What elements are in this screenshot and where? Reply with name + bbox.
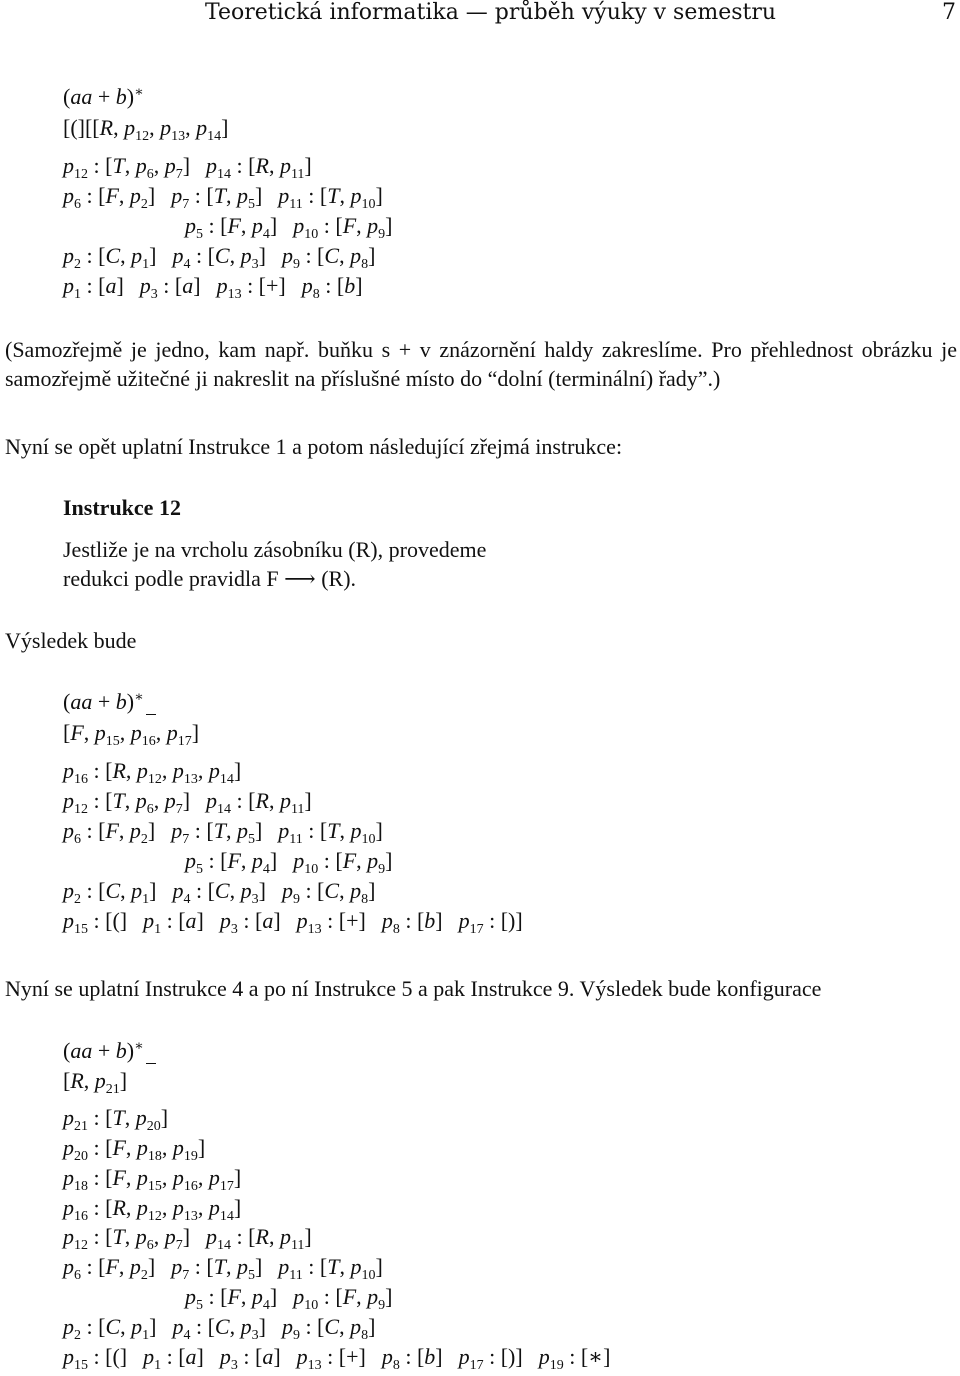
block3-line: $p_{18}$ : [F, $p_{15}$, $p_{16}$, $p_{17}$] (63, 1165, 242, 1194)
instruction-title: Instrukce 12 (63, 495, 181, 520)
block3-line: $p_5$ : [F, $p_4$] $p_{10}$ : [F, $p_9$] (185, 1284, 393, 1313)
paragraph-remark: (Samozřejmě je jedno, kam např. buňku s + v znázornění haldy zakreslíme. Pro přehlednost obrázku je samozřejmě užitečné ji nakreslit na příslušné místo do “dolní (terminální) řady”.) (5, 337, 957, 391)
block2-line: $p_2$ : [C, $p_1$] $p_4$ : [C, $p_3$] $p_9$ : [C, $p_8$] (63, 878, 376, 907)
block1-line: $p_6$ : [F, $p_2$] $p_7$ : [T, $p_5$] $p_{11}$ : [T, $p_{10}$] (63, 183, 383, 212)
block1-line: $p_1$ : [a] $p_3$ : [a] $p_{13}$ : [+] $p_8$ : [b] (63, 273, 363, 302)
paragraph-next-instructions: Nyní se uplatní Instrukce 4 a po ní Instrukce 5 a pak Instrukce 9. Výsledek bude konfigurace (5, 976, 822, 1001)
block2-line: [F, $p_{15}$, $p_{16}$, $p_{17}$] (63, 720, 200, 749)
block1-line: $p_{12}$ : [T, $p_6$, $p_7$] $p_{14}$ : [R, $p_{11}$] (63, 153, 312, 182)
running-header (205, 0, 960, 28)
block3-line: $p_{12}$ : [T, $p_6$, $p_7$] $p_{14}$ : [R, $p_{11}$] (63, 1224, 312, 1253)
block3-line: $p_{20}$ : [F, $p_{18}$, $p_{19}$] (63, 1135, 206, 1164)
block1-line: $p_5$ : [F, $p_4$] $p_{10}$ : [F, $p_9$] (185, 213, 393, 242)
block3-line: [R, $p_{21}$] (63, 1068, 128, 1097)
block3-line: $p_6$ : [F, $p_2$] $p_7$ : [T, $p_5$] $p_{11}$ : [T, $p_{10}$] (63, 1254, 383, 1283)
block1-line: [(][[R, $p_{12}$, $p_{13}$, $p_{14}$] (63, 115, 229, 144)
block2-line: $p_{15}$ : [(] $p_1$ : [a] $p_3$ : [a] $p_{13}$ : [+] $p_8$ : [b] $p_{17}$ : [)] (63, 908, 523, 937)
block2-line: $p_6$ : [F, $p_2$] $p_7$ : [T, $p_5$] $p_{11}$ : [T, $p_{10}$] (63, 818, 383, 847)
block3-line: $p_{21}$ : [T, $p_{20}$] (63, 1105, 169, 1134)
block3-line: $p_{15}$ : [(] $p_1$ : [a] $p_3$ : [a] $p_{13}$ : [+] $p_8$ : [b] $p_{17}$ : [)] $p_{19}$ : [∗] (63, 1344, 611, 1373)
input-cursor-mark (146, 1062, 156, 1064)
block3-line: (aa + b)∗ (63, 1037, 156, 1065)
block3-line: $p_2$ : [C, $p_1$] $p_4$ : [C, $p_3$] $p_9$ : [C, $p_8$] (63, 1314, 376, 1343)
instruction-line-2: redukci podle pravidla F ⟶ (R). (63, 566, 357, 591)
block1-line: $p_2$ : [C, $p_1$] $p_4$ : [C, $p_3$] $p_9$ : [C, $p_8$] (63, 243, 376, 272)
instruction-line-1: Jestliže je na vrcholu zásobníku (R), provedeme (63, 537, 487, 562)
block2-line: $p_{16}$ : [R, $p_{12}$, $p_{13}$, $p_{14}$] (63, 758, 242, 787)
block1-line: (aa + b)∗ (63, 84, 144, 109)
block3-line: $p_{16}$ : [R, $p_{12}$, $p_{13}$, $p_{14}$] (63, 1195, 242, 1224)
block2-line: $p_5$ : [F, $p_4$] $p_{10}$ : [F, $p_9$] (185, 848, 393, 877)
paragraph-instruction-intro: Nyní se opět uplatní Instrukce 1 a potom následující zřejmá instrukce: (5, 434, 623, 459)
block2-line: (aa + b)∗ (63, 688, 156, 716)
input-cursor-mark (146, 713, 156, 715)
result-label: Výsledek bude (5, 628, 137, 653)
header-title: Teoretická informatika — průběh výuky v semestru (205, 0, 777, 25)
page-number: 7 (942, 0, 956, 25)
block2-line: $p_{12}$ : [T, $p_6$, $p_7$] $p_{14}$ : [R, $p_{11}$] (63, 788, 312, 817)
